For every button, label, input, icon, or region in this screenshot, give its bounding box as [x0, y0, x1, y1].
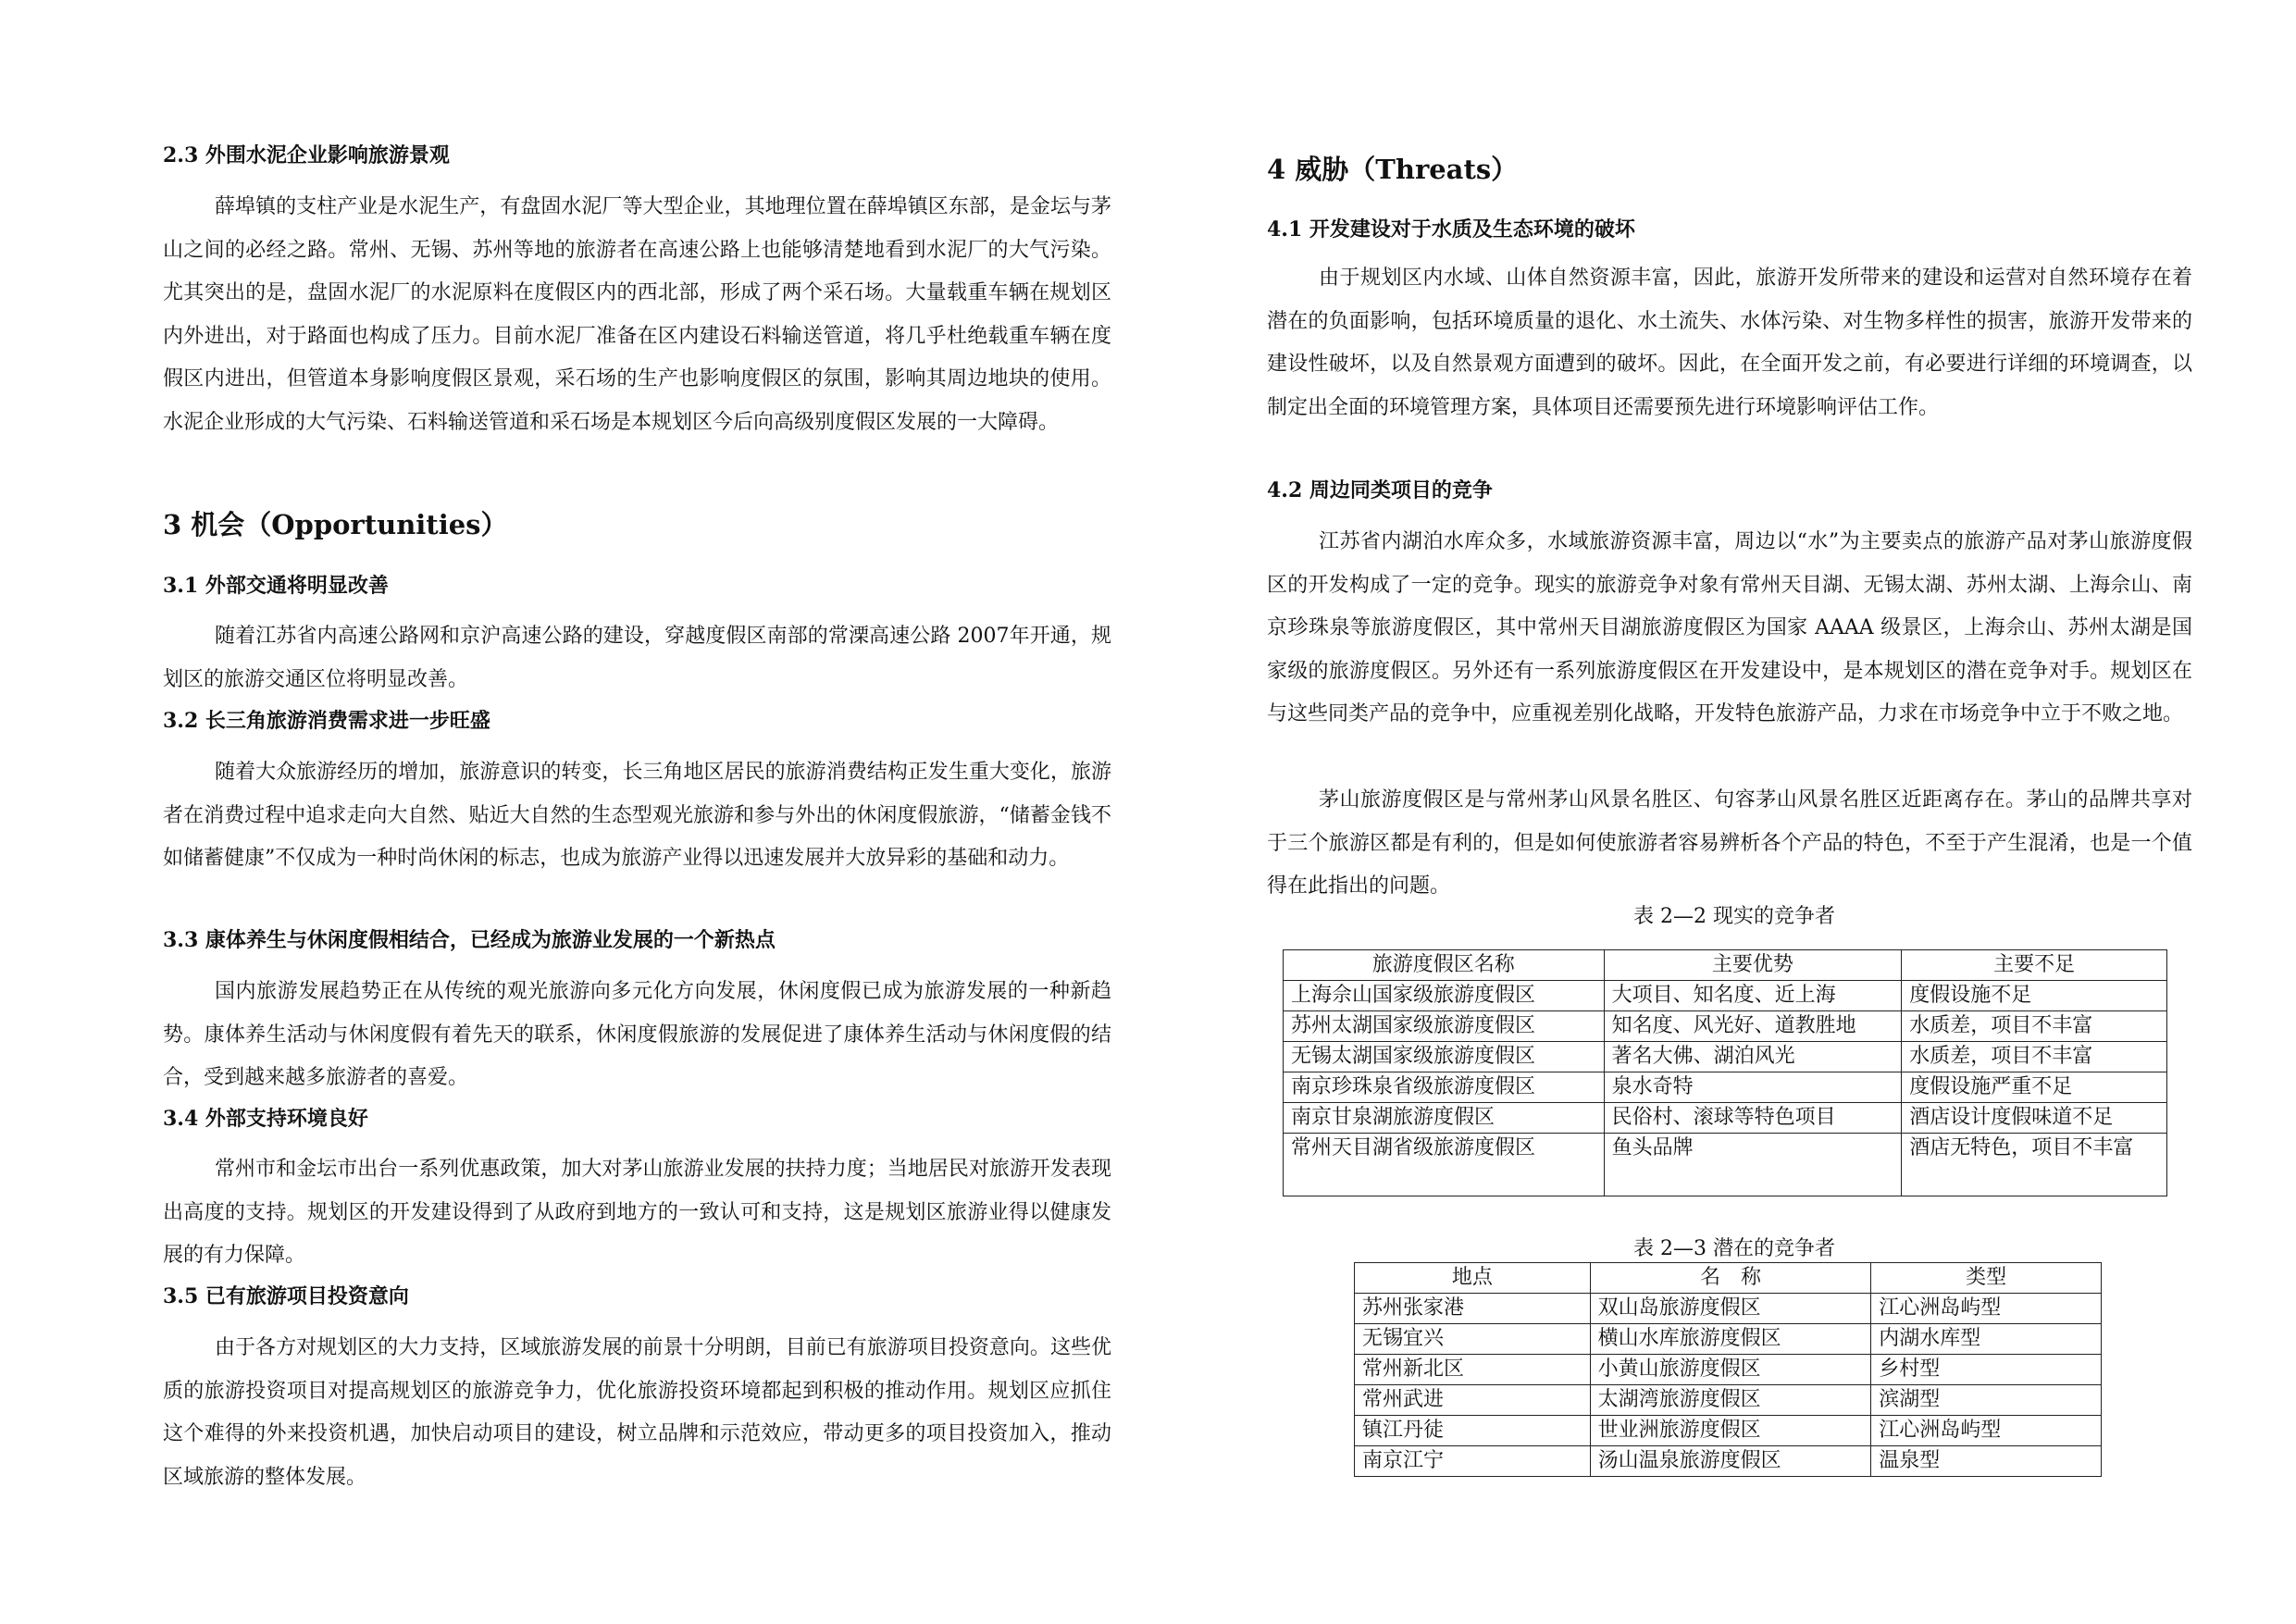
section-3-5-text: 由于各方对规划区的大力支持，区域旅游发展的前景十分明朗，目前已有旅游项目投资意向。这些优质的旅游投资项目对提高规划区的旅游竞争力，优化旅游投资环境都起到积极的推动作用。规划区应抓住这个难得的外来投资机遇，加快启动项目的建设，树立品牌和示范效应，带动更多的项目投资加入，推动区域旅游的整体发展。	[163, 1336, 1111, 1489]
table-cell: 大项目、知名度、近上海	[1604, 981, 1902, 1011]
table-cell: 南京江宁	[1355, 1446, 1591, 1477]
section-3-2-text: 随着大众旅游经历的增加，旅游意识的转变，长三角地区居民的旅游消费结构正发生重大变化，旅游者在消费过程中追求走向大自然、贴近大自然的生态型观光旅游和参与外出的休闲度假旅游，“储蓄金钱不如储蓄健康”不仅成为一种时尚休闲的标志，也成为旅游产业得以迅速发展并大放异彩的基础和动力。	[163, 761, 1111, 870]
table-cell: 泉水奇特	[1604, 1072, 1902, 1103]
table-cell: 乡村型	[1871, 1355, 2102, 1385]
section-4-2-text-1: 江苏省内湖泊水库众多，水域旅游资源丰富，周边以“水”为主要卖点的旅游产品对茅山旅游度假区的开发构成了一定的竞争。现实的旅游竞争对象有常州天目湖、无锡太湖、苏州太湖、上海佘山、南京珍珠泉等旅游度假区，其中常州天目湖旅游度假区为国家 AAAA 级景区，上海佘山、苏州太湖是国家级的旅游度假区。另外还有一系列旅游度假区在开发建设中，是本规划区的潜在竞争对手。规划区在与这些同类产品的竞争中，应重视差别化战略，开发特色旅游产品，力求在市场竞争中立于不败之地。	[1267, 530, 2192, 725]
table-row	[1284, 1042, 2167, 1072]
table-cell: 上海佘山国家级旅游度假区	[1284, 981, 1605, 1011]
table-cell: 世业洲旅游度假区	[1590, 1416, 1871, 1446]
table-cell: 温泉型	[1871, 1446, 2102, 1477]
table-cell: 横山水库旅游度假区	[1590, 1324, 1871, 1355]
table-cell: 民俗村、滚球等特色项目	[1604, 1103, 1902, 1134]
section-4-1-heading: 4.1 开发建设对于水质及生态环境的破坏	[1267, 217, 1635, 242]
table-header-row	[1355, 1263, 2102, 1294]
table-cell: 著名大佛、湖泊风光	[1604, 1042, 1902, 1072]
section-4-2-text-2: 茅山旅游度假区是与常州茅山风景名胜区、句容茅山风景名胜区近距离存在。茅山的品牌共享对于三个旅游区都是有利的，但是如何使旅游者容易辨析各个产品的特色，不至于产生混淆，也是一个值得在此指出的问题。	[1267, 788, 2192, 898]
table-cell: 汤山温泉旅游度假区	[1590, 1446, 1871, 1477]
section-2-3-text: 薛埠镇的支柱产业是水泥生产，有盘固水泥厂等大型企业，其地理位置在薛埠镇区东部，是金坛与茅山之间的必经之路。常州、无锡、苏州等地的旅游者在高速公路上也能够清楚地看到水泥厂的大气污染。尤其突出的是，盘固水泥厂的水泥原料在度假区内的西北部，形成了两个采石场。大量载重车辆在规划区内外进出，对于路面也构成了压力。目前水泥厂准备在区内建设石料输送管道，将几乎杜绝载重车辆在度假区内进出，但管道本身影响度假区景观，采石场的生产也影响度假区的氛围，影响其周边地块的使用。水泥企业形成的大气污染、石料输送管道和采石场是本规划区今后向高级别度假区发展的一大障碍。	[163, 195, 1111, 434]
section-4-1-text: 由于规划区内水域、山体自然资源丰富，因此，旅游开发所带来的建设和运营对自然环境存在着潜在的负面影响，包括环境质量的退化、水土流失、水体污染、对生物多样性的损害，旅游开发带来的建设性破坏，以及自然景观方面遭到的破坏。因此，在全面开发之前，有必要进行详细的环境调查，以制定出全面的环境管理方案，具体项目还需要预先进行环境影响评估工作。	[1267, 267, 2192, 419]
table-cell: 苏州太湖国家级旅游度假区	[1284, 1011, 1605, 1042]
table-cell: 江心洲岛屿型	[1871, 1294, 2102, 1324]
section-2-3-heading: 2.3 外围水泥企业影响旅游景观	[163, 143, 450, 167]
table-cell: 江心洲岛屿型	[1871, 1416, 2102, 1446]
table-cell: 苏州张家港	[1355, 1294, 1591, 1324]
section-4-2-heading: 4.2 周边同类项目的竞争	[1267, 478, 1493, 502]
section-3-4-text: 常州市和金坛市出台一系列优惠政策，加大对茅山旅游业发展的扶持力度；当地居民对旅游开发表现出高度的支持。规划区的开发建设得到了从政府到地方的一致认可和支持，这是规划区旅游业得以健康发展的有力保障。	[163, 1158, 1111, 1267]
table-cell: 鱼头品牌	[1604, 1134, 1902, 1196]
table-cell: 常州天目湖省级旅游度假区	[1284, 1134, 1605, 1196]
header-cell: 主要优势	[1604, 950, 1902, 981]
table-cell: 滨湖型	[1871, 1385, 2102, 1416]
table-cell: 无锡太湖国家级旅游度假区	[1284, 1042, 1605, 1072]
table-2-3-caption: 表 2—3 潜在的竞争者	[1633, 1237, 1835, 1260]
table-cell: 太湖湾旅游度假区	[1590, 1385, 1871, 1416]
table-cell: 水质差，项目不丰富	[1902, 1011, 2167, 1042]
table-cell: 小黄山旅游度假区	[1590, 1355, 1871, 1385]
table-2-3	[1354, 1262, 2102, 1477]
table-cell: 常州武进	[1355, 1385, 1591, 1416]
section-3-4-heading: 3.4 外部支持环境良好	[163, 1107, 368, 1131]
header-cell: 主要不足	[1902, 950, 2167, 981]
table-header-row	[1284, 950, 2167, 981]
table-cell: 双山岛旅游度假区	[1590, 1294, 1871, 1324]
table-row	[1284, 1072, 2167, 1103]
table-2-2	[1283, 949, 2167, 1196]
section-3-heading: 3 机会（Opportunities）	[163, 509, 508, 540]
section-3-5-heading: 3.5 已有旅游项目投资意向	[163, 1284, 409, 1308]
table-cell: 度假设施不足	[1902, 981, 2167, 1011]
table-cell: 镇江丹徒	[1355, 1416, 1591, 1446]
header-cell: 旅游度假区名称	[1284, 950, 1605, 981]
table-row	[1355, 1324, 2102, 1355]
section-3-2-heading: 3.2 长三角旅游消费需求进一步旺盛	[163, 709, 490, 733]
table-cell: 酒店设计度假味道不足	[1902, 1103, 2167, 1134]
section-3-3-text: 国内旅游发展趋势正在从传统的观光旅游向多元化方向发展，休闲度假已成为旅游发展的一种新趋势。康体养生活动与休闲度假有着先天的联系，休闲度假旅游的发展促进了康体养生活动与休闲度假的结合，受到越来越多旅游者的喜爱。	[163, 980, 1111, 1089]
table-cell: 酒店无特色，项目不丰富	[1902, 1134, 2167, 1196]
section-3-3-heading: 3.3 康体养生与休闲度假相结合，已经成为旅游业发展的一个新热点	[163, 928, 776, 952]
section-3-1-text: 随着江苏省内高速公路网和京沪高速公路的建设，穿越度假区南部的常溧高速公路 2007年开通，规划区的旅游交通区位将明显改善。	[163, 625, 1111, 691]
table-row	[1284, 1134, 2167, 1196]
header-cell: 地点	[1355, 1263, 1591, 1294]
table-row	[1355, 1385, 2102, 1416]
table-cell: 知名度、风光好、道教胜地	[1604, 1011, 1902, 1042]
section-3-1-heading: 3.1 外部交通将明显改善	[163, 574, 389, 598]
table-cell: 常州新北区	[1355, 1355, 1591, 1385]
table-cell: 无锡宜兴	[1355, 1324, 1591, 1355]
table-row	[1284, 1103, 2167, 1134]
table-row	[1355, 1446, 2102, 1477]
table-row	[1284, 981, 2167, 1011]
table-cell: 内湖水库型	[1871, 1324, 2102, 1355]
table-2-2-caption: 表 2—2 现实的竞争者	[1633, 905, 1835, 928]
table-row	[1355, 1294, 2102, 1324]
table-row	[1284, 1011, 2167, 1042]
table-cell: 南京珍珠泉省级旅游度假区	[1284, 1072, 1605, 1103]
section-4-heading: 4 威胁（Threats）	[1267, 154, 1519, 185]
table-cell: 度假设施严重不足	[1902, 1072, 2167, 1103]
table-cell: 南京甘泉湖旅游度假区	[1284, 1103, 1605, 1134]
header-cell: 名 称	[1590, 1263, 1871, 1294]
table-row	[1355, 1416, 2102, 1446]
table-cell: 水质差，项目不丰富	[1902, 1042, 2167, 1072]
header-cell: 类型	[1871, 1263, 2102, 1294]
table-row	[1355, 1355, 2102, 1385]
